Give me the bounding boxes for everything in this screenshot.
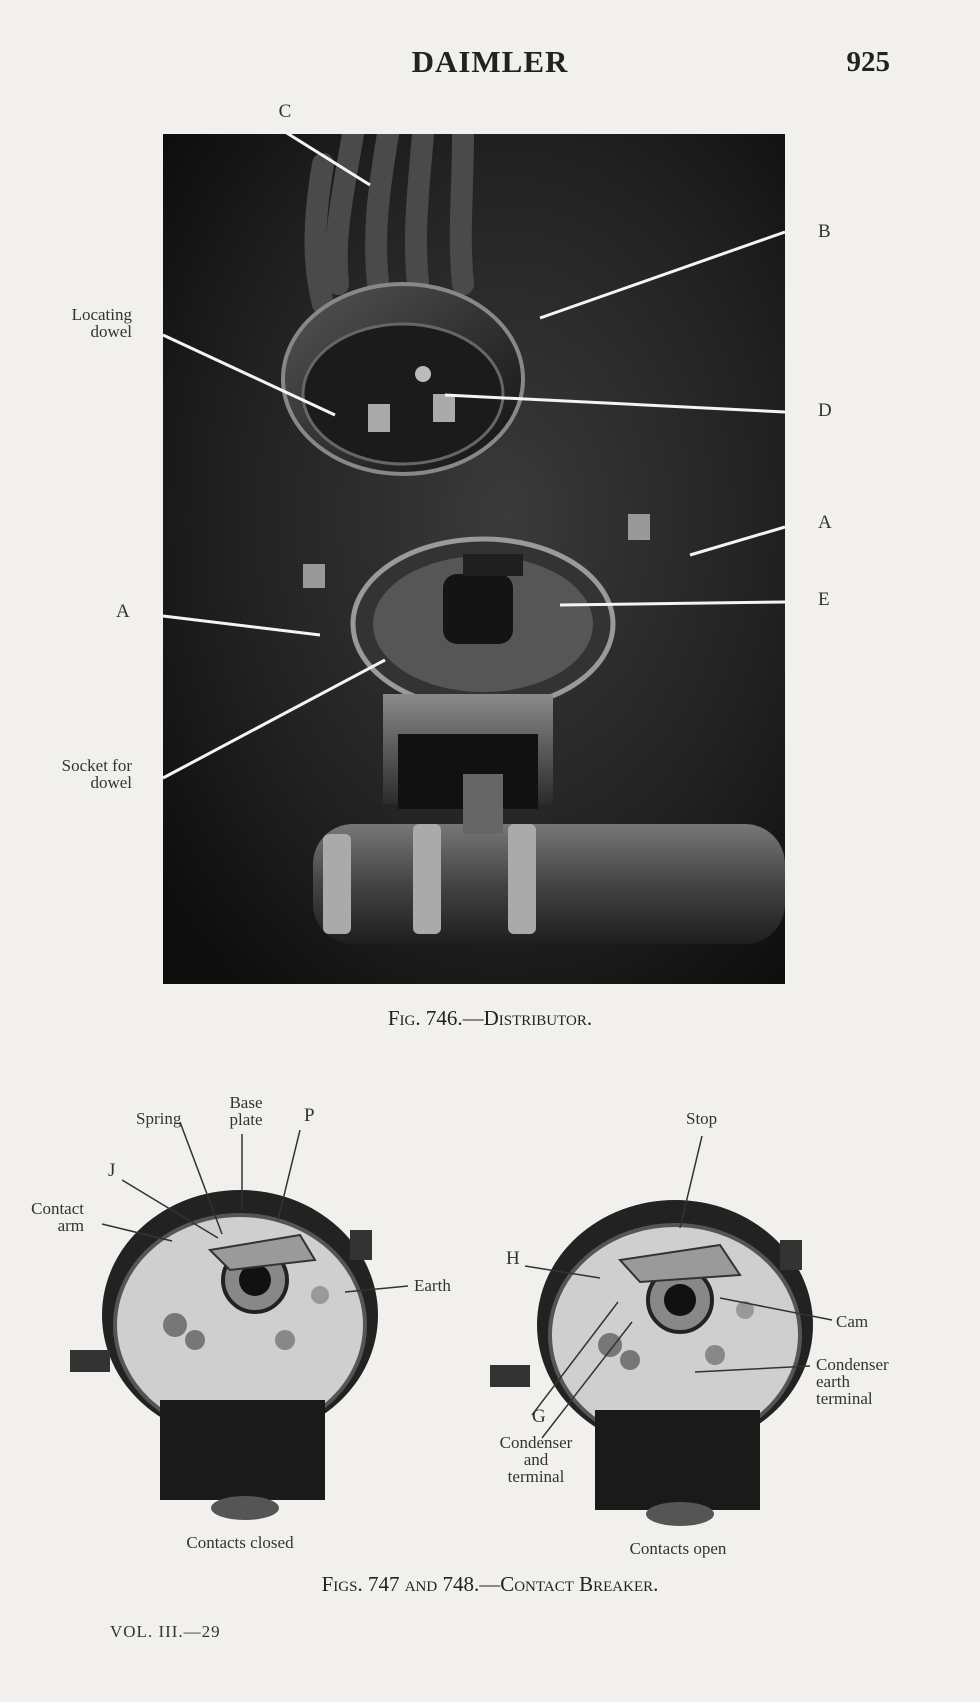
- subcaption-contacts-closed: Contacts closed: [186, 1533, 294, 1552]
- label-d: D: [818, 400, 832, 421]
- page-number: 925: [846, 46, 890, 78]
- label-socket-for-dowel: Socket for dowel: [61, 756, 132, 792]
- label-p: P: [304, 1105, 315, 1126]
- label-a-right: A: [818, 512, 832, 533]
- leader-a-right: [690, 527, 785, 555]
- label-contact-arm: Contact arm: [31, 1199, 84, 1235]
- label-b: B: [818, 221, 831, 242]
- label-base-plate: Base plate: [229, 1093, 263, 1129]
- fig747-leader-lines: [0, 1100, 460, 1420]
- label-spring: Spring: [136, 1109, 182, 1128]
- footer-volume: VOL. III.—29: [110, 1622, 221, 1641]
- figure-746-caption: Fig. 746.—Distributor.: [387, 1006, 593, 1030]
- figures-747-748-caption: Figs. 747 and 748.—Contact Breaker.: [321, 1572, 659, 1596]
- leader-b: [540, 232, 785, 318]
- label-earth: Earth: [414, 1276, 451, 1295]
- leader-d: [445, 395, 785, 412]
- page-header-title: DAIMLER: [411, 44, 569, 79]
- label-stop: Stop: [686, 1109, 718, 1128]
- leader-locating-dowel: [163, 335, 335, 415]
- label-locating-dowel: Locating dowel: [71, 305, 132, 341]
- label-condenser-earth-terminal: Condenser earth terminal: [816, 1355, 889, 1408]
- leader-socket: [163, 660, 385, 778]
- fig748-leader-lines: [480, 1100, 980, 1440]
- label-c: C: [278, 101, 292, 122]
- subcaption-contacts-open: Contacts open: [629, 1539, 727, 1558]
- leader-e: [560, 602, 785, 605]
- label-h: H: [506, 1248, 520, 1269]
- leader-c: [282, 130, 370, 185]
- leader-a-left: [163, 616, 320, 635]
- label-a-left: A: [116, 601, 130, 622]
- label-cam: Cam: [836, 1312, 869, 1331]
- label-g: G: [532, 1406, 546, 1427]
- label-e: E: [818, 589, 830, 610]
- label-j: J: [108, 1160, 116, 1181]
- label-condenser-and-terminal: Condenser and terminal: [499, 1433, 573, 1486]
